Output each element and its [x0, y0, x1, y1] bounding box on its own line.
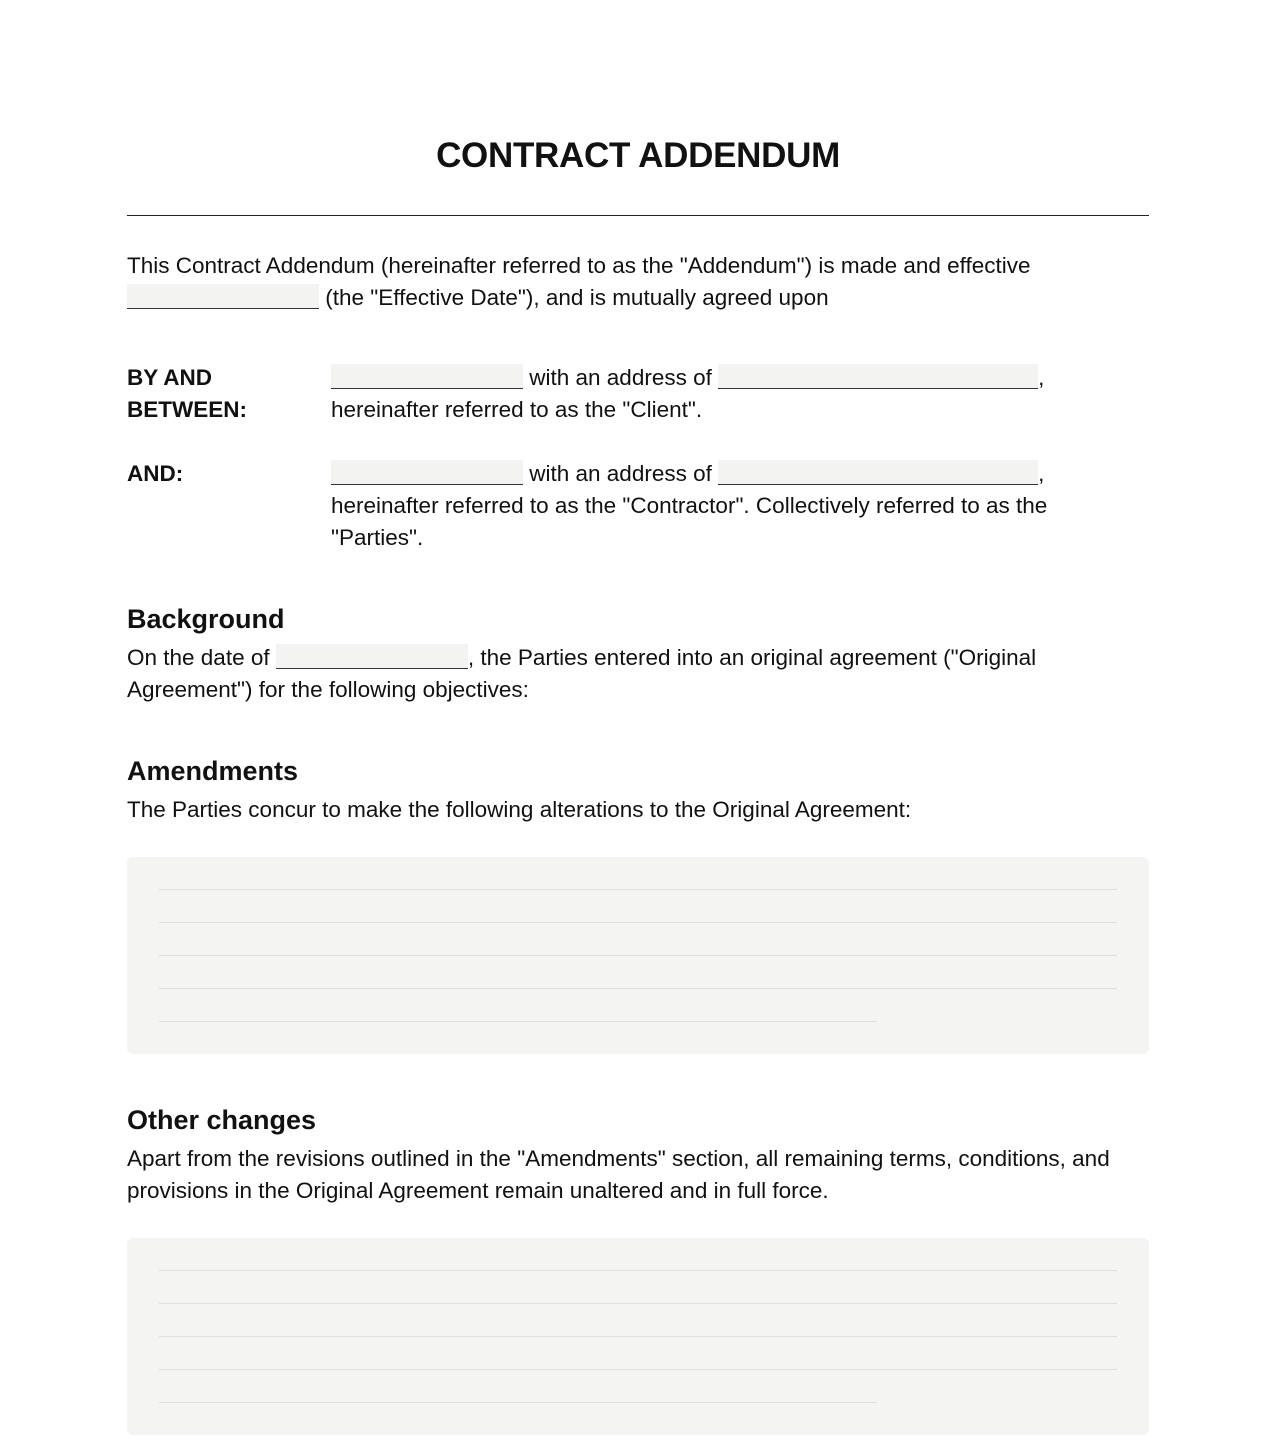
party-client-details	[331, 362, 1121, 426]
background-text: On the date of	[127, 645, 276, 670]
other-changes-input-box[interactable]	[127, 1238, 1149, 1435]
intro-text: This Contract Addendum (hereinafter referred to as the "Addendum") is made and effective	[127, 253, 1031, 278]
client-description: hereinafter referred to as the "Client".	[331, 397, 703, 422]
other-changes-heading: Other changes	[127, 1105, 317, 1135]
party-label-contractor: AND:	[127, 461, 184, 486]
client-name-field[interactable]	[331, 364, 523, 389]
client-address-field[interactable]	[718, 364, 1038, 389]
writing-line	[159, 1270, 1117, 1271]
writing-line	[159, 1369, 1117, 1370]
amendments-input-box[interactable]	[127, 857, 1149, 1054]
amendments-heading: Amendments	[127, 756, 299, 786]
contractor-description: hereinafter referred to as the "Contractor". Collectively referred to as the "Parties".	[331, 493, 1048, 550]
original-agreement-date-field[interactable]	[276, 644, 468, 669]
writing-line	[159, 1402, 877, 1403]
title-divider	[127, 215, 1149, 216]
background-heading: Background	[127, 604, 285, 634]
writing-line	[159, 988, 1117, 989]
effective-date-field[interactable]	[127, 284, 319, 309]
with-address-text: with an address of	[523, 461, 719, 486]
party-label-client: BY AND BETWEEN:	[127, 365, 247, 422]
writing-line	[159, 1303, 1117, 1304]
other-changes-text: Apart from the revisions outlined in the "Amendments" section, all remaining terms, conditions, and provisions in the Original Agreement remain unaltered and in full force.	[127, 1146, 1110, 1203]
party-contractor-details	[331, 458, 1121, 554]
background-text-continued: , the Parties entered into an original agreement ("Original Agreement") for the following objectives:	[127, 645, 1037, 702]
writing-line	[159, 889, 1117, 890]
writing-line	[159, 922, 1117, 923]
document-title: CONTRACT ADDENDUM	[436, 136, 840, 175]
contractor-address-field[interactable]	[718, 460, 1038, 485]
comma: ,	[1038, 461, 1045, 486]
writing-line	[159, 1021, 877, 1022]
amendments-text: The Parties concur to make the following alterations to the Original Agreement:	[127, 797, 912, 822]
contractor-name-field[interactable]	[331, 460, 523, 485]
with-address-text: with an address of	[523, 365, 719, 390]
writing-line	[159, 1336, 1117, 1337]
intro-paragraph	[127, 250, 1127, 314]
writing-line	[159, 955, 1117, 956]
comma: ,	[1038, 365, 1045, 390]
intro-text-continued: (the "Effective Date"), and is mutually agreed upon	[319, 285, 829, 310]
background-paragraph	[127, 642, 1117, 706]
